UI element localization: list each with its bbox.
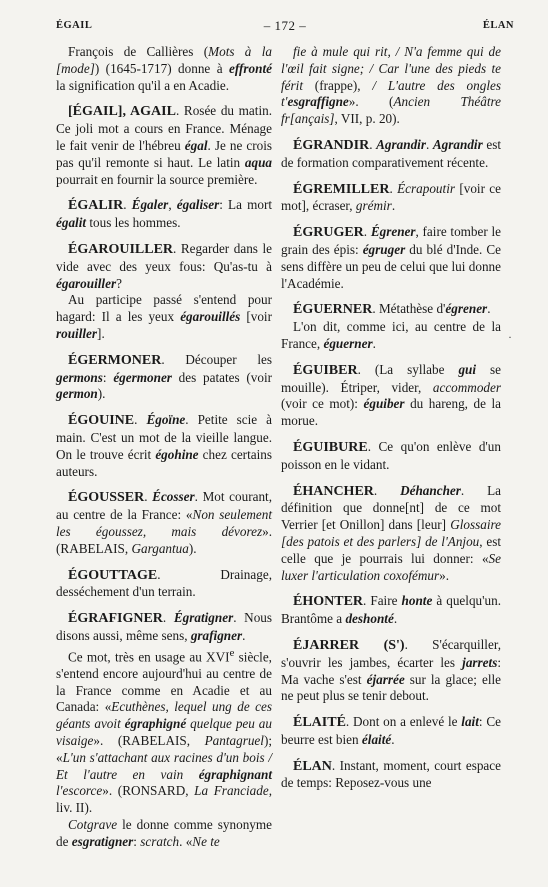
entry-egermoner [56, 352, 272, 403]
header-right-word: ÉLAN [482, 20, 514, 31]
entry-egousser [56, 489, 272, 557]
entry-paragraph: ÉGRAFIGNER. Égratigner. Nous disons aussi, même sens, grafigner. [56, 610, 273, 643]
entry-paragraph: ÉGALIR. Égaler, égaliser: La mort égalit tous les hommes. [56, 197, 273, 231]
entry-ejarrer [281, 637, 501, 705]
entry-paragraph: ÉGRUGER. Égrener, faire tomber le grain des épis: égruger du blé d'Inde. Ce sens diffère un peu de celui que lui donne l'Académie. [281, 224, 501, 291]
entry-paragraph: ÉJARRER (S'). S'écarquiller, s'ouvrir les jambes, écarter les jarrets: Ma vache s'est éjarrée sur la glace; elle ne peut plus se tenir debout. [281, 636, 502, 704]
page-number: – 172 – [263, 18, 307, 33]
entry-paragraph: Ce mot, très en usage au XVIe siècle, s'entend encore aujourd'hui au centre de la France comme en Acadie et au Canada: «Ecuthènes, lequel ung de ces géants avoit égraphigné quelque peu au visaige». (RABELAIS, Pantagruel); «L'un s'attachant aux racines d'un bois / Et l'autre en vain égraphignant l'escorce». (RONSARD, La Franciade, liv. II). [56, 646, 272, 816]
entry-elaite [281, 714, 501, 749]
entry-paragraph: [ÉGAIL], AGAIL. Rosée du matin. Ce joli mot a cours en France. Ménage le fait venir de l'hébreu égal. Je ne crois pas qu'il remonte si haut. Le latin aqua pourrait en fournir la source première. [56, 103, 272, 187]
entry-paragraph: ÉHANCHER. Déhancher. La définition que donne[nt] de ce mot Verrier [et Onillon] dans [leur] Glossaire [des patois et des parlers] de l'Anjou, est celle que je pourrais lui donner: «Se luxer l'articulation coxofémur». [281, 482, 501, 583]
entry-eguibure [281, 439, 501, 474]
left-column [56, 44, 272, 860]
entry-paragraph: ÉGRANDIR. Agrandir. Agrandir est de formation comparativement récente. [281, 136, 501, 170]
entry-paragraph: L'on dit, comme ici, au centre de la France, éguerner. [281, 319, 501, 351]
entry-paragraph: ÉGOUINE. Égoïne. Petite scie à main. C'est un mot de la vieille langue. On le trouve écrit égohine chez certains auteurs. [56, 412, 273, 479]
entry-eguiber [281, 362, 501, 430]
entry-paragraph: ÉGOUTTAGE. Drainage, desséchement d'un terrain. [56, 566, 272, 600]
margin-mark: · [508, 330, 512, 344]
entry-paragraph: ÉLAN. Instant, moment, court espace de temps: Reposez-vous une [281, 757, 501, 791]
entry-paragraph: ÉHONTER. Faire honte à quelqu'un. Brantôme a deshonté. [281, 593, 501, 627]
entry-paragraph: ÉGUIBER. (La syllabe gui se mouille). Étriper, vider, accommoder (voir ce mot): éguiber du hareng, de la morue. [281, 361, 501, 429]
entry-cont [281, 44, 501, 128]
entry-egail [56, 103, 272, 188]
entry-egouine [56, 412, 272, 480]
entry-eguerner [281, 301, 501, 352]
entry-egouttage [56, 567, 272, 602]
entry-paragraph: ÉGUERNER. Métathèse d'égrener. [293, 301, 491, 318]
entry-intro [56, 44, 272, 94]
entry-egrafigner [56, 610, 272, 851]
entry-paragraph: ÉGREMILLER. Écrapoutir [voir ce mot], écraser, grémir. [281, 180, 502, 214]
entry-egarouiller [56, 241, 272, 343]
entry-ehancher [281, 483, 501, 585]
entry-ehonter [281, 593, 501, 628]
entry-paragraph: ÉGERMONER. Découper les germons: égermoner des patates (voir germon). [56, 351, 273, 402]
entry-paragraph: François de Callières (Mots à la [mode]) (1645-1717) donne à effronté la signification qu'il a en Acadie. [56, 44, 272, 93]
entry-paragraph: Cotgrave le donne comme synonyme de esgratigner: scratch. «Ne te [56, 817, 272, 849]
entry-paragraph: ÉGUIBURE. Ce qu'on enlève d'un poisson en le vidant. [281, 438, 501, 472]
entry-egalir [56, 197, 272, 232]
entry-elan [281, 758, 501, 793]
entry-paragraph: Au participe passé s'entend pour hagard: Il a les yeux égarouillés [voir rouiller]. [56, 292, 272, 341]
entry-paragraph: ÉLAITÉ. Dont on a enlevé le lait: Ce beurre est bien élaité. [281, 714, 501, 747]
entry-egruger [281, 224, 501, 292]
entry-egrandir [281, 137, 501, 172]
right-column [281, 44, 501, 801]
header-left-word: ÉGAIL [56, 20, 93, 31]
entry-paragraph: fie à mule qui rit, / N'a femme qui de l'œil fait signe; / Car l'une des pieds te férit (frappe), / L'autre des ongles t'esgraffigne». (Ancien Théâtre fr[ançais], VII, p. 20). [281, 44, 501, 127]
entry-egremiller [281, 181, 501, 216]
entry-paragraph: ÉGOUSSER. Écosser. Mot courant, au centre de la France: «Non seulement les égoussez, mais dévorez». (RABELAIS, Gargantua). [56, 489, 272, 556]
entry-paragraph: ÉGAROUILLER. Regarder dans le vide avec des yeux fous: Qu'as-tu à égarouiller? [56, 240, 272, 291]
